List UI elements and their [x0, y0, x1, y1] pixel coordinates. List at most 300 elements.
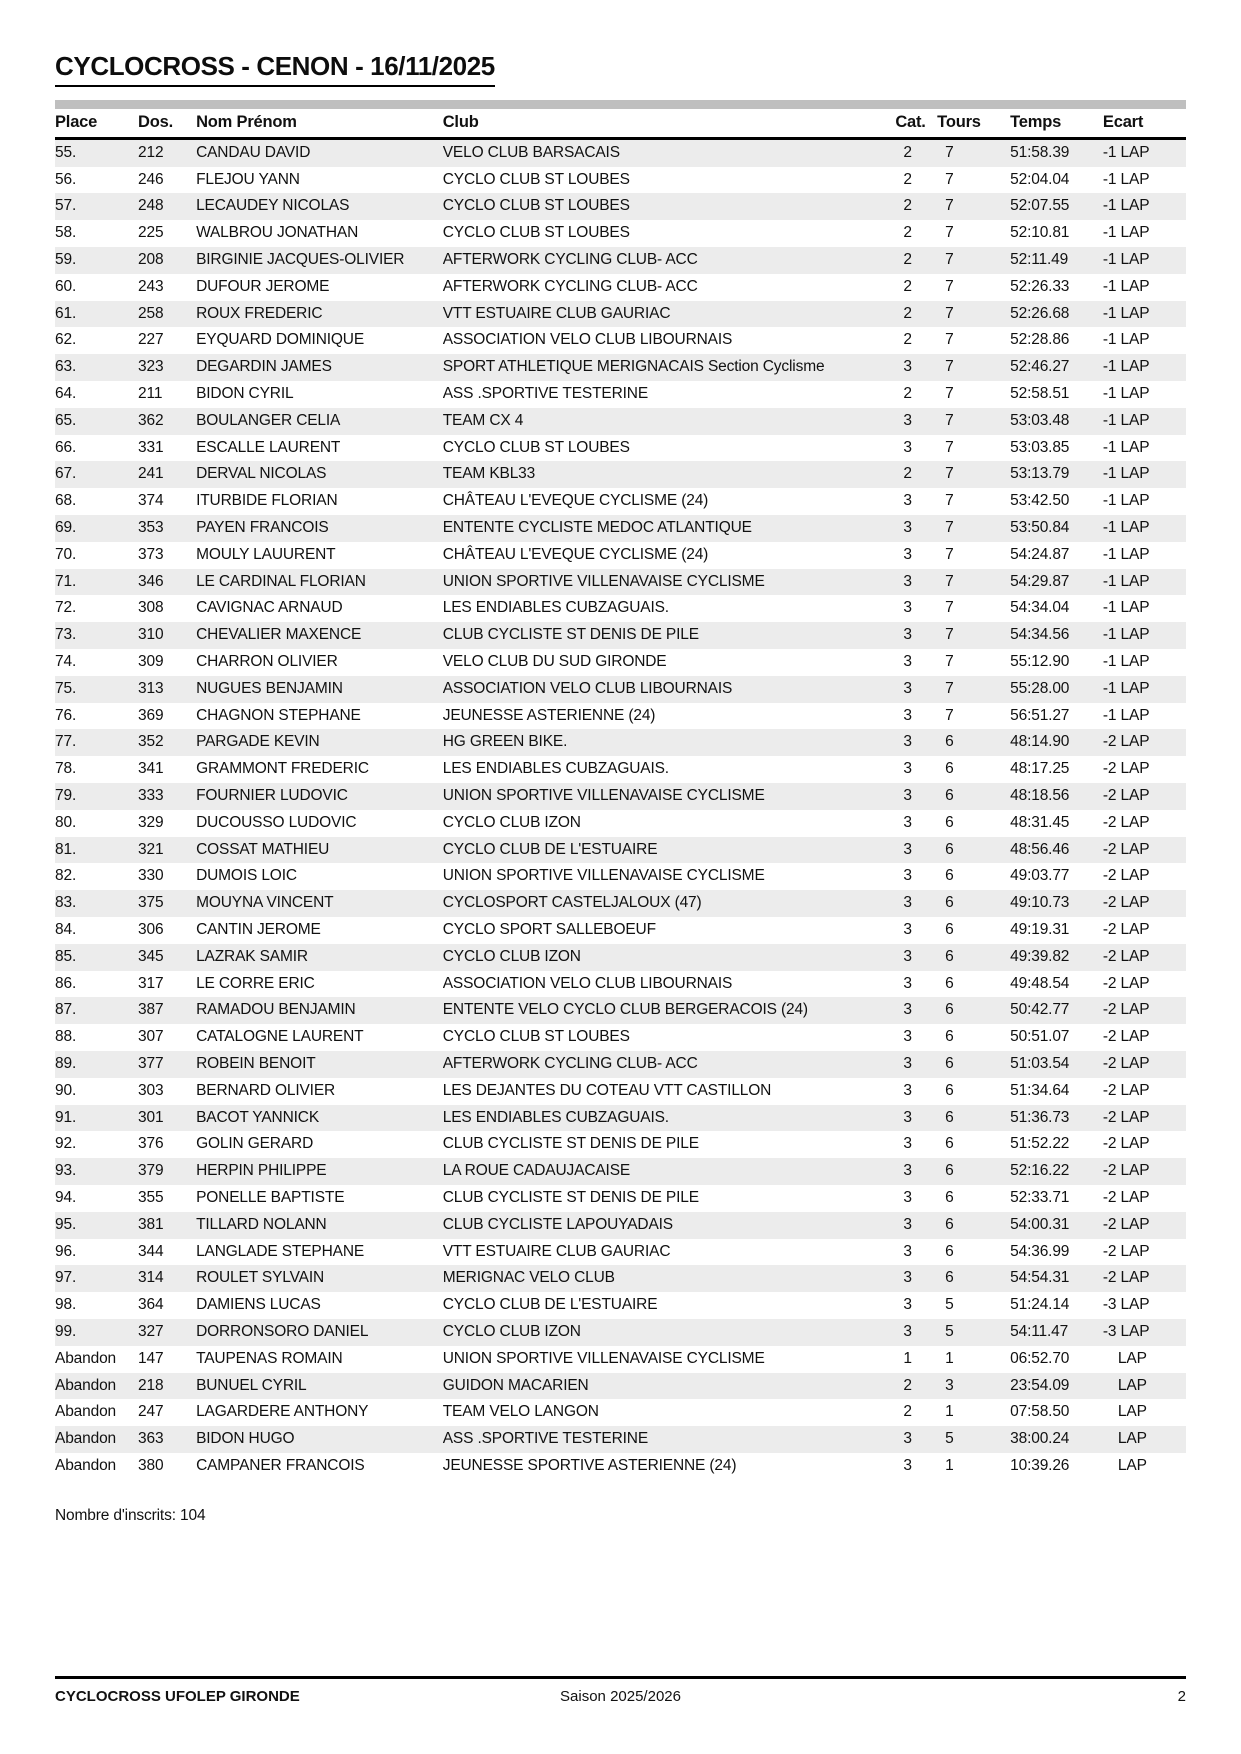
cell-gap: LAP [1117, 1403, 1147, 1421]
cell-time: 54:11.47 [1010, 1322, 1069, 1340]
table-row [55, 220, 1186, 247]
cell-dossard: 310 [138, 626, 164, 644]
cell-laps: 7 [945, 304, 954, 322]
cell-time: 54:29.87 [1010, 572, 1070, 590]
cell-time: 49:03.77 [1010, 867, 1070, 885]
cell-laps: 6 [945, 1188, 954, 1206]
cell-laps: 7 [945, 331, 954, 349]
cell-category: 2 [903, 465, 912, 483]
cell-rider-name: LAZRAK SAMIR [196, 947, 308, 965]
cell-dossard: 248 [138, 197, 164, 215]
cell-category: 2 [903, 385, 912, 403]
cell-place: 76. [55, 706, 77, 724]
cell-category: 3 [903, 1162, 912, 1180]
cell-gap: -1 LAP [1102, 626, 1150, 644]
cell-gap: -1 LAP [1102, 572, 1150, 590]
cell-gap: -3 LAP [1102, 1322, 1150, 1340]
cell-category: 3 [903, 1296, 912, 1314]
cell-dossard: 211 [138, 385, 163, 403]
cell-club: LES ENDIABLES CUBZAGUAIS. [442, 1108, 669, 1126]
cell-category: 3 [903, 411, 912, 429]
table-row [55, 917, 1186, 944]
cell-time: 54:00.31 [1010, 1215, 1070, 1233]
table-row [55, 435, 1186, 462]
cell-rider-name: BIDON HUGO [196, 1430, 295, 1448]
cell-place: 57. [55, 197, 77, 215]
cell-time: 06:52.70 [1010, 1349, 1070, 1367]
cell-category: 3 [903, 545, 912, 563]
cell-category: 3 [903, 438, 912, 456]
cell-place: 56. [55, 170, 77, 188]
cell-place: 91. [55, 1108, 77, 1126]
cell-gap: LAP [1117, 1349, 1147, 1367]
cell-category: 3 [903, 679, 912, 697]
cell-gap: -2 LAP [1102, 733, 1150, 751]
cell-time: 52:46.27 [1010, 358, 1070, 376]
cell-rider-name: HERPIN PHILIPPE [196, 1162, 327, 1180]
footer-season: Saison 2025/2026 [560, 1688, 681, 1705]
cell-gap: -2 LAP [1102, 1269, 1150, 1287]
cell-laps: 6 [945, 760, 954, 778]
column-header-club: Club [443, 111, 896, 139]
table-row [55, 1185, 1186, 1212]
cell-laps: 6 [945, 1108, 954, 1126]
cell-dossard: 363 [138, 1430, 164, 1448]
cell-gap: -2 LAP [1102, 1162, 1150, 1180]
cell-place: 72. [55, 599, 77, 617]
table-row [55, 138, 1186, 166]
cell-rider-name: LE CORRE ERIC [196, 974, 315, 992]
cell-club: AFTERWORK CYCLING CLUB- ACC [442, 1054, 698, 1072]
cell-time: 53:03.48 [1010, 411, 1070, 429]
cell-dossard: 147 [138, 1349, 164, 1367]
cell-rider-name: CAVIGNAC ARNAUD [196, 599, 343, 617]
table-row [55, 247, 1186, 274]
table-row [55, 622, 1186, 649]
cell-club: JEUNESSE SPORTIVE ASTERIENNE (24) [442, 1456, 737, 1474]
cell-dossard: 317 [138, 974, 164, 992]
cell-gap: -1 LAP [1102, 358, 1150, 376]
cell-laps: 7 [945, 679, 954, 697]
cell-rider-name: ESCALLE LAURENT [196, 438, 341, 456]
table-row [55, 997, 1186, 1024]
table-row [55, 1158, 1186, 1185]
cell-gap: -1 LAP [1102, 679, 1150, 697]
cell-place: 85. [55, 947, 77, 965]
cell-rider-name: PARGADE KEVIN [196, 733, 320, 751]
cell-gap: -2 LAP [1102, 1028, 1150, 1046]
cell-laps: 7 [945, 251, 954, 269]
cell-dossard: 241 [138, 465, 164, 483]
cell-category: 3 [903, 519, 912, 537]
cell-laps: 6 [945, 1001, 954, 1019]
table-row [55, 1346, 1186, 1373]
cell-laps: 6 [945, 974, 954, 992]
cell-rider-name: GRAMMONT FREDERIC [196, 760, 369, 778]
table-row [55, 971, 1186, 998]
cell-category: 3 [903, 813, 912, 831]
column-header-place: Place [55, 111, 138, 139]
cell-time: 48:17.25 [1010, 760, 1070, 778]
table-row [55, 488, 1186, 515]
cell-dossard: 341 [138, 760, 164, 778]
cell-category: 3 [903, 1188, 912, 1206]
cell-category: 3 [903, 599, 912, 617]
cell-rider-name: TILLARD NOLANN [196, 1215, 327, 1233]
cell-time: 52:26.68 [1010, 304, 1070, 322]
cell-club: ASS .SPORTIVE TESTERINE [442, 1430, 649, 1448]
cell-category: 3 [903, 1001, 912, 1019]
cell-dossard: 225 [138, 224, 164, 242]
table-row [55, 944, 1186, 971]
cell-time: 55:28.00 [1010, 679, 1070, 697]
cell-place: 90. [55, 1081, 77, 1099]
cell-gap: -2 LAP [1102, 787, 1150, 805]
table-row [55, 1239, 1186, 1266]
cell-laps: 7 [945, 277, 954, 295]
cell-dossard: 373 [138, 545, 164, 563]
cell-place: 79. [55, 787, 77, 805]
cell-laps: 7 [945, 170, 954, 188]
cell-category: 3 [903, 492, 912, 510]
table-row [55, 1453, 1186, 1480]
cell-gap: -2 LAP [1102, 1054, 1150, 1072]
cell-club: VTT ESTUAIRE CLUB GAURIAC [442, 1242, 671, 1260]
cell-gap: -1 LAP [1102, 251, 1150, 269]
cell-place: 74. [55, 653, 77, 671]
cell-category: 3 [903, 1054, 912, 1072]
cell-category: 3 [903, 1456, 912, 1474]
cell-time: 51:24.14 [1010, 1296, 1070, 1314]
cell-dossard: 377 [138, 1054, 164, 1072]
cell-place: 63. [55, 358, 77, 376]
cell-rider-name: DUFOUR JEROME [196, 277, 330, 295]
table-row [55, 1426, 1186, 1453]
cell-dossard: 330 [138, 867, 164, 885]
cell-dossard: 247 [138, 1403, 164, 1421]
cell-time: 51:58.39 [1010, 143, 1070, 161]
cell-gap: -2 LAP [1102, 1242, 1150, 1260]
cell-club: UNION SPORTIVE VILLENAVAISE CYCLISME [442, 867, 765, 885]
cell-gap: -1 LAP [1102, 653, 1150, 671]
cell-time: 48:31.45 [1010, 813, 1070, 831]
column-header-ecart: Ecart [1103, 111, 1186, 139]
cell-laps: 5 [945, 1322, 954, 1340]
cell-category: 3 [903, 867, 912, 885]
cell-club: AFTERWORK CYCLING CLUB- ACC [442, 277, 698, 295]
cell-rider-name: BERNARD OLIVIER [196, 1081, 336, 1099]
cell-club: CLUB CYCLISTE ST DENIS DE PILE [442, 1188, 699, 1206]
cell-dossard: 301 [138, 1108, 164, 1126]
cell-category: 2 [903, 197, 912, 215]
cell-rider-name: BIRGINIE JACQUES-OLIVIER [196, 251, 405, 269]
cell-gap: LAP [1117, 1430, 1147, 1448]
cell-category: 2 [903, 1376, 912, 1394]
cell-rider-name: WALBROU JONATHAN [196, 224, 359, 242]
cell-place: 60. [55, 277, 77, 295]
cell-laps: 6 [945, 947, 954, 965]
cell-gap: -1 LAP [1102, 385, 1150, 403]
cell-gap: -2 LAP [1102, 947, 1150, 965]
cell-place: 73. [55, 626, 77, 644]
cell-place: 55. [55, 143, 77, 161]
table-row [55, 461, 1186, 488]
footer-page-number: 2 [1177, 1688, 1186, 1705]
cell-place: 81. [55, 840, 77, 858]
cell-place: 62. [55, 331, 77, 349]
table-row [55, 676, 1186, 703]
cell-category: 3 [903, 921, 912, 938]
cell-category: 3 [903, 1215, 912, 1233]
table-row [55, 1105, 1186, 1132]
cell-category: 3 [903, 894, 912, 912]
cell-club: VTT ESTUAIRE CLUB GAURIAC [442, 304, 671, 322]
cell-place: Abandon [55, 1376, 117, 1394]
cell-place: 65. [55, 411, 77, 429]
cell-time: 56:51.27 [1010, 706, 1070, 724]
cell-club: SPORT ATHLETIQUE MERIGNACAIS Section Cyclisme [442, 358, 825, 376]
cell-laps: 6 [945, 787, 954, 805]
cell-laps: 7 [945, 385, 954, 403]
cell-dossard: 331 [138, 438, 164, 456]
cell-club: VELO CLUB DU SUD GIRONDE [442, 653, 667, 671]
cell-category: 3 [903, 653, 912, 671]
cell-club: CYCLO CLUB IZON [442, 947, 581, 965]
cell-time: 54:34.04 [1010, 599, 1070, 617]
cell-gap: -2 LAP [1102, 840, 1150, 858]
column-header-dos: Dos. [138, 111, 196, 139]
cell-rider-name: CAMPANER FRANCOIS [196, 1456, 365, 1474]
cell-laps: 7 [945, 545, 954, 563]
cell-place: 82. [55, 867, 77, 885]
table-row [55, 863, 1186, 890]
table-row [55, 1051, 1186, 1078]
cell-dossard: 321 [138, 840, 164, 858]
cell-place: 84. [55, 921, 77, 938]
cell-rider-name: GOLIN GERARD [196, 1135, 314, 1153]
cell-place: 58. [55, 224, 77, 242]
cell-place: 93. [55, 1162, 77, 1180]
cell-place: 66. [55, 438, 77, 456]
cell-laps: 7 [945, 438, 954, 456]
cell-gap: -2 LAP [1102, 813, 1150, 831]
cell-laps: 7 [945, 465, 954, 483]
cell-dossard: 329 [138, 813, 164, 831]
cell-gap: -1 LAP [1102, 519, 1150, 537]
cell-rider-name: DEGARDIN JAMES [196, 358, 332, 376]
cell-rider-name: ROULET SYLVAIN [196, 1269, 325, 1287]
cell-rider-name: MOUYNA VINCENT [196, 894, 334, 912]
cell-place: Abandon [55, 1430, 117, 1448]
cell-dossard: 364 [138, 1296, 164, 1314]
cell-laps: 1 [945, 1403, 954, 1421]
cell-gap: LAP [1117, 1376, 1147, 1394]
cell-dossard: 246 [138, 170, 164, 188]
table-row [55, 756, 1186, 783]
cell-rider-name: BACOT YANNICK [196, 1108, 320, 1126]
cell-place: 75. [55, 679, 77, 697]
cell-laps: 6 [945, 921, 954, 938]
cell-dossard: 314 [138, 1269, 164, 1287]
cell-gap: -1 LAP [1102, 197, 1150, 215]
cell-club: MERIGNAC VELO CLUB [442, 1269, 615, 1287]
table-row [55, 810, 1186, 837]
cell-club: LES ENDIABLES CUBZAGUAIS. [442, 760, 669, 778]
cell-club: CYCLO CLUB IZON [442, 1322, 581, 1340]
cell-club: UNION SPORTIVE VILLENAVAISE CYCLISME [442, 572, 765, 590]
cell-category: 3 [903, 1081, 912, 1099]
cell-place: 89. [55, 1054, 77, 1072]
table-row [55, 1078, 1186, 1105]
cell-category: 3 [903, 760, 912, 778]
cell-gap: -1 LAP [1102, 438, 1150, 456]
cell-gap: -1 LAP [1102, 277, 1150, 295]
cell-gap: -2 LAP [1102, 867, 1150, 885]
cell-gap: -2 LAP [1102, 1001, 1150, 1019]
cell-time: 53:50.84 [1010, 519, 1070, 537]
cell-rider-name: ROBEIN BENOIT [196, 1054, 316, 1072]
cell-laps: 6 [945, 1215, 954, 1233]
cell-category: 3 [903, 572, 912, 590]
cell-category: 2 [903, 331, 912, 349]
cell-club: ASSOCIATION VELO CLUB LIBOURNAIS [442, 679, 733, 697]
cell-rider-name: DORRONSORO DANIEL [196, 1322, 369, 1340]
cell-place: 92. [55, 1135, 77, 1153]
cell-rider-name: ROUX FREDERIC [196, 304, 323, 322]
cell-rider-name: CHEVALIER MAXENCE [196, 626, 362, 644]
cell-gap: -2 LAP [1102, 1188, 1150, 1206]
cell-gap: -1 LAP [1102, 411, 1150, 429]
cell-laps: 7 [945, 572, 954, 590]
cell-dossard: 387 [138, 1001, 164, 1019]
cell-club: TEAM KBL33 [442, 465, 536, 483]
column-header-nom: Nom Prénom [196, 111, 443, 139]
cell-category: 2 [903, 277, 912, 295]
cell-time: 52:04.04 [1010, 170, 1070, 188]
table-row [55, 515, 1186, 542]
cell-laps: 7 [945, 706, 954, 724]
cell-rider-name: CHARRON OLIVIER [196, 653, 338, 671]
cell-laps: 5 [945, 1430, 954, 1448]
cell-club: CYCLO CLUB ST LOUBES [442, 197, 630, 215]
cell-gap: -1 LAP [1102, 170, 1150, 188]
cell-rider-name: BOULANGER CELIA [196, 411, 341, 429]
cell-dossard: 353 [138, 519, 164, 537]
cell-club: ENTENTE CYCLISTE MEDOC ATLANTIQUE [442, 519, 752, 537]
cell-laps: 7 [945, 358, 954, 376]
cell-club: CLUB CYCLISTE ST DENIS DE PILE [442, 626, 699, 644]
cell-time: 52:16.22 [1010, 1162, 1070, 1180]
cell-rider-name: CATALOGNE LAURENT [196, 1028, 364, 1046]
cell-laps: 6 [945, 1081, 954, 1099]
cell-category: 3 [903, 947, 912, 965]
table-row [55, 703, 1186, 730]
cell-laps: 6 [945, 813, 954, 831]
cell-dossard: 243 [138, 277, 164, 295]
registered-count: Nombre d'inscrits: 104 [55, 1506, 206, 1524]
cell-place: 77. [55, 733, 77, 751]
cell-dossard: 218 [138, 1376, 164, 1394]
cell-rider-name: LECAUDEY NICOLAS [196, 197, 350, 215]
cell-dossard: 308 [138, 599, 164, 617]
cell-time: 51:34.64 [1010, 1081, 1070, 1099]
cell-place: 70. [55, 545, 77, 563]
cell-category: 3 [903, 840, 912, 858]
table-row [55, 1265, 1186, 1292]
table-row [55, 569, 1186, 596]
cell-category: 2 [903, 251, 912, 269]
cell-rider-name: TAUPENAS ROMAIN [196, 1349, 343, 1367]
table-row [55, 649, 1186, 676]
cell-gap: -1 LAP [1102, 304, 1150, 322]
table-row [55, 193, 1186, 220]
cell-time: 53:42.50 [1010, 492, 1070, 510]
cell-gap: -2 LAP [1102, 1108, 1150, 1126]
cell-club: TEAM CX 4 [442, 411, 524, 429]
cell-place: 67. [55, 465, 77, 483]
results-body [55, 138, 1186, 1479]
table-row [55, 274, 1186, 301]
cell-dossard: 313 [138, 679, 164, 697]
cell-laps: 6 [945, 867, 954, 885]
cell-rider-name: DUCOUSSO LUDOVIC [196, 813, 357, 831]
cell-dossard: 345 [138, 947, 164, 965]
cell-rider-name: NUGUES BENJAMIN [196, 679, 343, 697]
cell-club: CLUB CYCLISTE ST DENIS DE PILE [442, 1135, 699, 1153]
cell-gap: -1 LAP [1102, 545, 1150, 563]
cell-time: 48:18.56 [1010, 787, 1070, 805]
cell-laps: 1 [945, 1349, 954, 1367]
cell-laps: 7 [945, 653, 954, 671]
cell-category: 3 [903, 1135, 912, 1153]
cell-place: 87. [55, 1001, 77, 1019]
cell-category: 3 [903, 1242, 912, 1260]
table-row [55, 1399, 1186, 1426]
cell-place: 71. [55, 572, 77, 590]
cell-club: AFTERWORK CYCLING CLUB- ACC [442, 251, 698, 269]
cell-time: 23:54.09 [1010, 1376, 1070, 1394]
cell-place: 98. [55, 1296, 77, 1314]
cell-place: 80. [55, 813, 77, 831]
cell-laps: 6 [945, 1242, 954, 1260]
table-row [55, 408, 1186, 435]
cell-club: ASS .SPORTIVE TESTERINE [442, 385, 649, 403]
cell-time: 48:56.46 [1010, 840, 1070, 858]
cell-dossard: 323 [138, 358, 164, 376]
cell-rider-name: ITURBIDE FLORIAN [196, 492, 338, 510]
cell-club: VELO CLUB BARSACAIS [442, 143, 620, 161]
table-row [55, 729, 1186, 756]
table-row [55, 837, 1186, 864]
cell-dossard: 376 [138, 1135, 164, 1153]
cell-club: CYCLO CLUB ST LOUBES [442, 1028, 630, 1046]
table-row [55, 890, 1186, 917]
cell-laps: 7 [945, 411, 954, 429]
cell-rider-name: CANTIN JEROME [196, 921, 321, 938]
cell-rider-name: DUMOIS LOIC [196, 867, 297, 885]
cell-place: 69. [55, 519, 77, 537]
cell-rider-name: RAMADOU BENJAMIN [196, 1001, 356, 1019]
cell-club: CYCLO SPORT SALLEBOEUF [442, 921, 656, 938]
page-footer [55, 1676, 1186, 1705]
cell-gap: -2 LAP [1102, 1215, 1150, 1233]
cell-club: CYCLO CLUB ST LOUBES [442, 438, 630, 456]
cell-gap: -1 LAP [1102, 224, 1150, 242]
cell-time: 07:58.50 [1010, 1403, 1070, 1421]
results-table [55, 111, 1186, 1480]
cell-laps: 7 [945, 519, 954, 537]
cell-laps: 6 [945, 894, 954, 912]
